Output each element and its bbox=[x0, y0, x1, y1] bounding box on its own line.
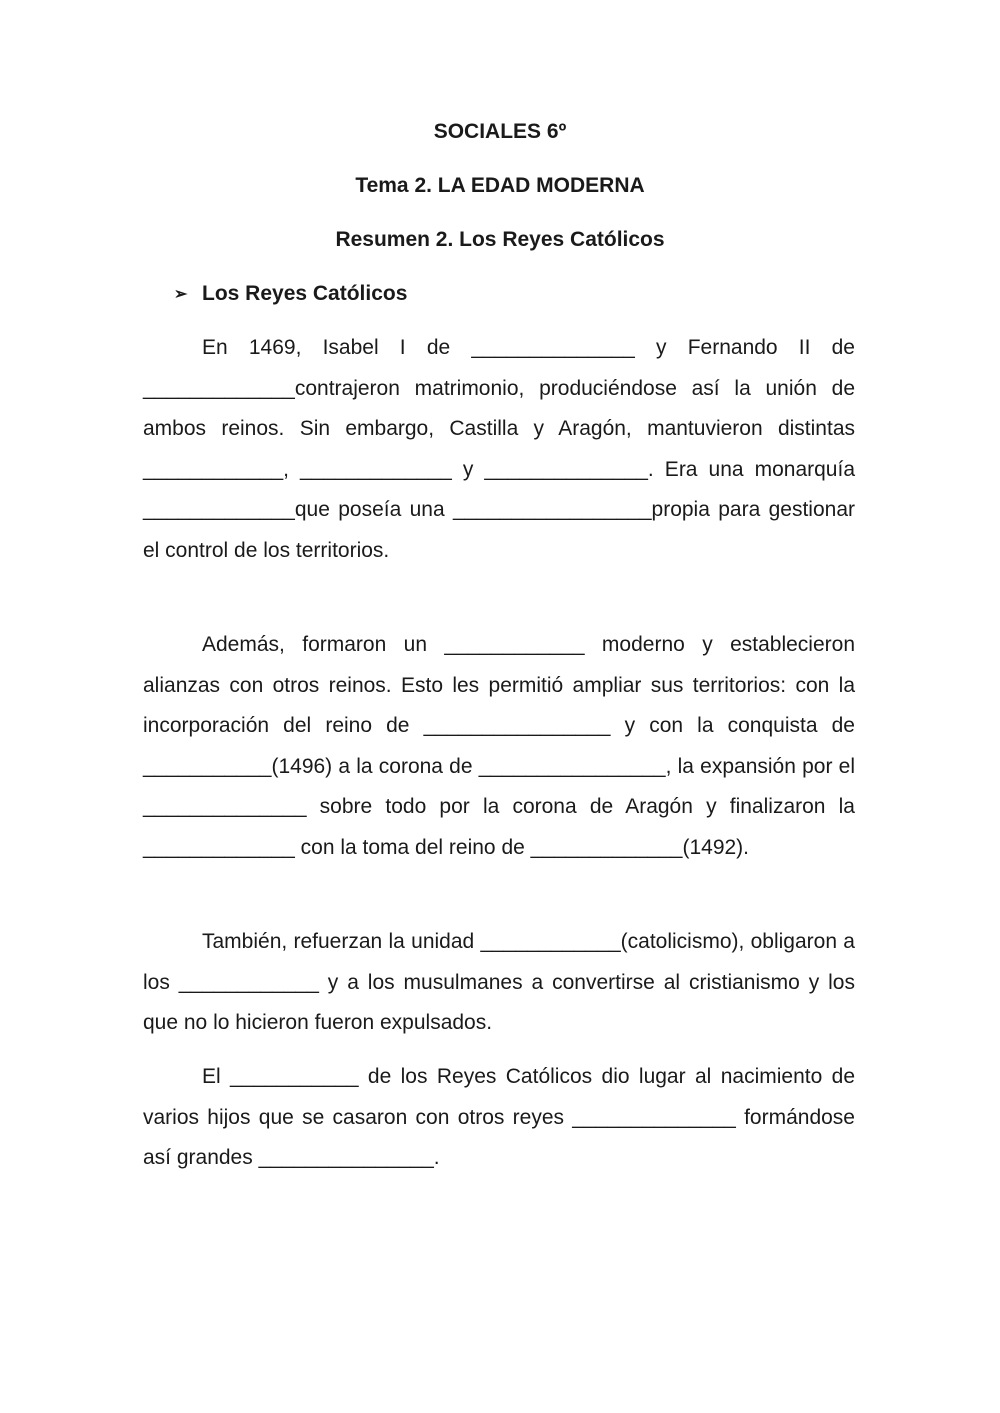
topic-title: Tema 2. LA EDAD MODERNA bbox=[355, 174, 645, 197]
summary-title: Resumen 2. Los Reyes Católicos bbox=[335, 228, 665, 251]
arrow-bullet-icon: ➢ bbox=[174, 286, 188, 303]
paragraph-3: También, refuerzan la unidad ____________(catolicismo), obligaron a los ____________ y a los musulmanes a convertirse al cristianismo y los que no lo hicieron fueron expulsados. bbox=[143, 930, 855, 1035]
subject-title: SOCIALES 6º bbox=[433, 120, 567, 143]
paragraph-1: En 1469, Isabel I de ______________ y Fernando II de _____________contrajeron matrimonio, produciéndose así la unión de ambos reinos. Sin embargo, Castilla y Aragón, mantuvieron distintas ____________, _____________ y ______________. Era una monarquía _____________que poseía una _________________propia para gestionar el control de los territorios. bbox=[143, 336, 855, 562]
section-heading bbox=[174, 281, 407, 308]
paragraph-3-block bbox=[143, 922, 855, 1044]
paragraph-2: Además, formaron un ____________ moderno y establecieron alianzas con otros reinos. Esto les permitió ampliar sus territorios: con la incorporación del reino de ________________ y con la conquista de ___________(1496) a la corona de ________________, la expansión por el ______________ sobre todo por la corona de Aragón y finalizaron la _____________ con la toma del reino de _____________(1492). bbox=[143, 633, 855, 859]
section-title: Los Reyes Católicos bbox=[202, 282, 408, 305]
paragraph-4: El ___________ de los Reyes Católicos dio lugar al nacimiento de varios hijos que se casaron con otros reyes ______________ formándose así grandes _______________. bbox=[143, 1065, 855, 1170]
paragraph-4-block bbox=[143, 1057, 855, 1179]
paragraph-2-block bbox=[143, 625, 855, 869]
paragraph-1-block bbox=[143, 328, 855, 572]
